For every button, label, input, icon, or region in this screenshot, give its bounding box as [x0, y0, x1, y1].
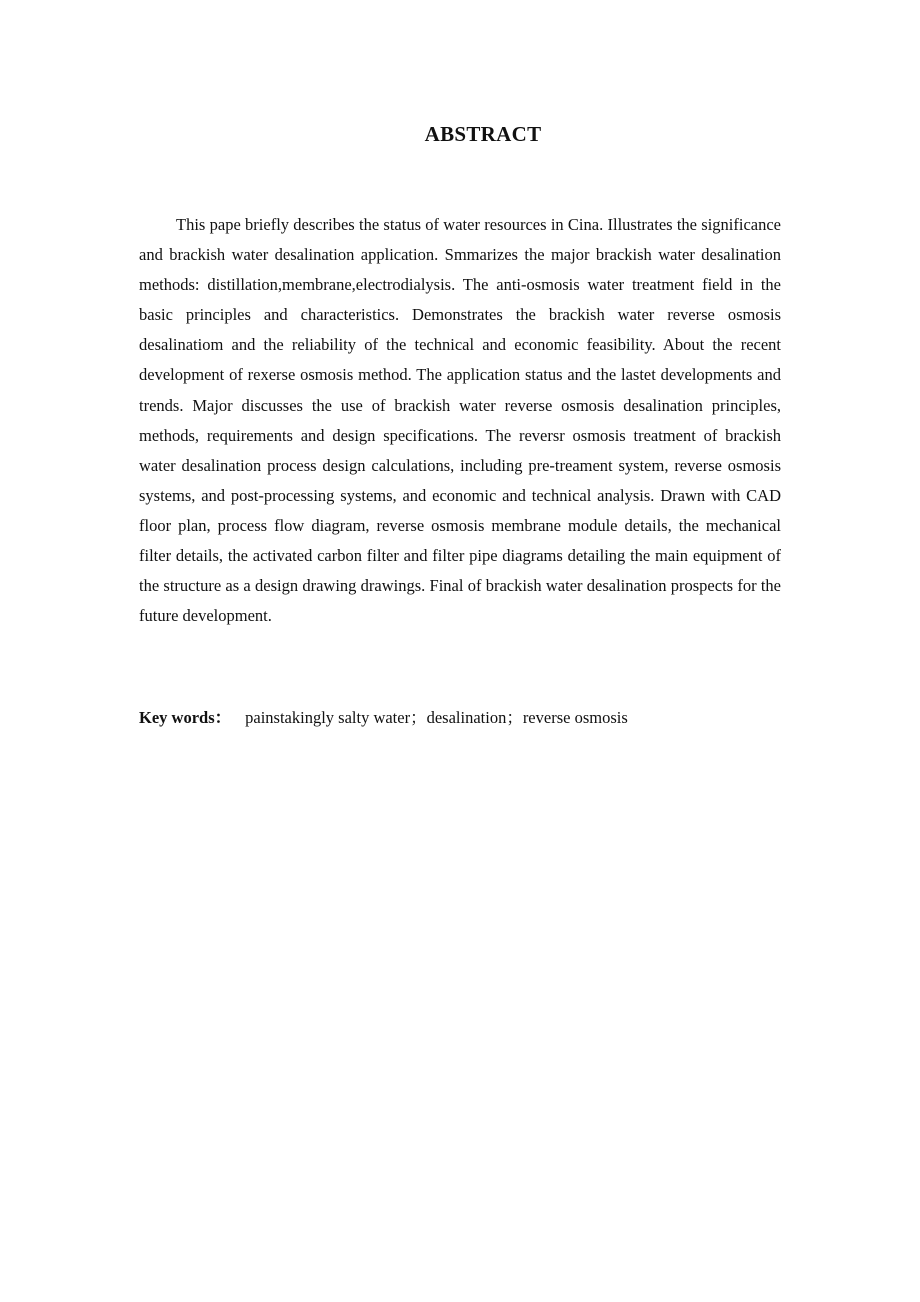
keywords-label: Key words： [139, 708, 232, 727]
keywords-list: painstakingly salty water；desalination；reverse osmosis [245, 708, 628, 727]
abstract-title: ABSTRACT [424, 122, 542, 146]
abstract-body: This pape briefly describes the status of water resources in Cina. Illustrates the significance and brackish water desalination application. Smmarizes the major brackish water desalination methods: distillation,membrane,electrodialysis. The anti-osmosis water treatment field in the basic principles and characteristics. Demonstrates the brackish water reverse osmosis desalinatiom and the reliability of the technical and economic feasibility. About the recent development of rexerse osmosis method. The application status and the lastet developments and trends. Major discusses the use of brackish water reverse osmosis desalination principles, methods, requirements and design specifications. The reversr osmosis treatment of brackish water desalination process design calculations, including pre-treament system, reverse osmosis systems, and post-processing systems, and economic and technical analysis. Drawn with CAD floor plan, process flow diagram, reverse osmosis membrane module details, the mechanical filter details, the activated carbon filter and filter pipe diagrams detailing the main equipment of the structure as a design drawing drawings. Final of brackish water desalination prospects for the future development. [139, 215, 781, 626]
keywords-line [139, 704, 781, 732]
